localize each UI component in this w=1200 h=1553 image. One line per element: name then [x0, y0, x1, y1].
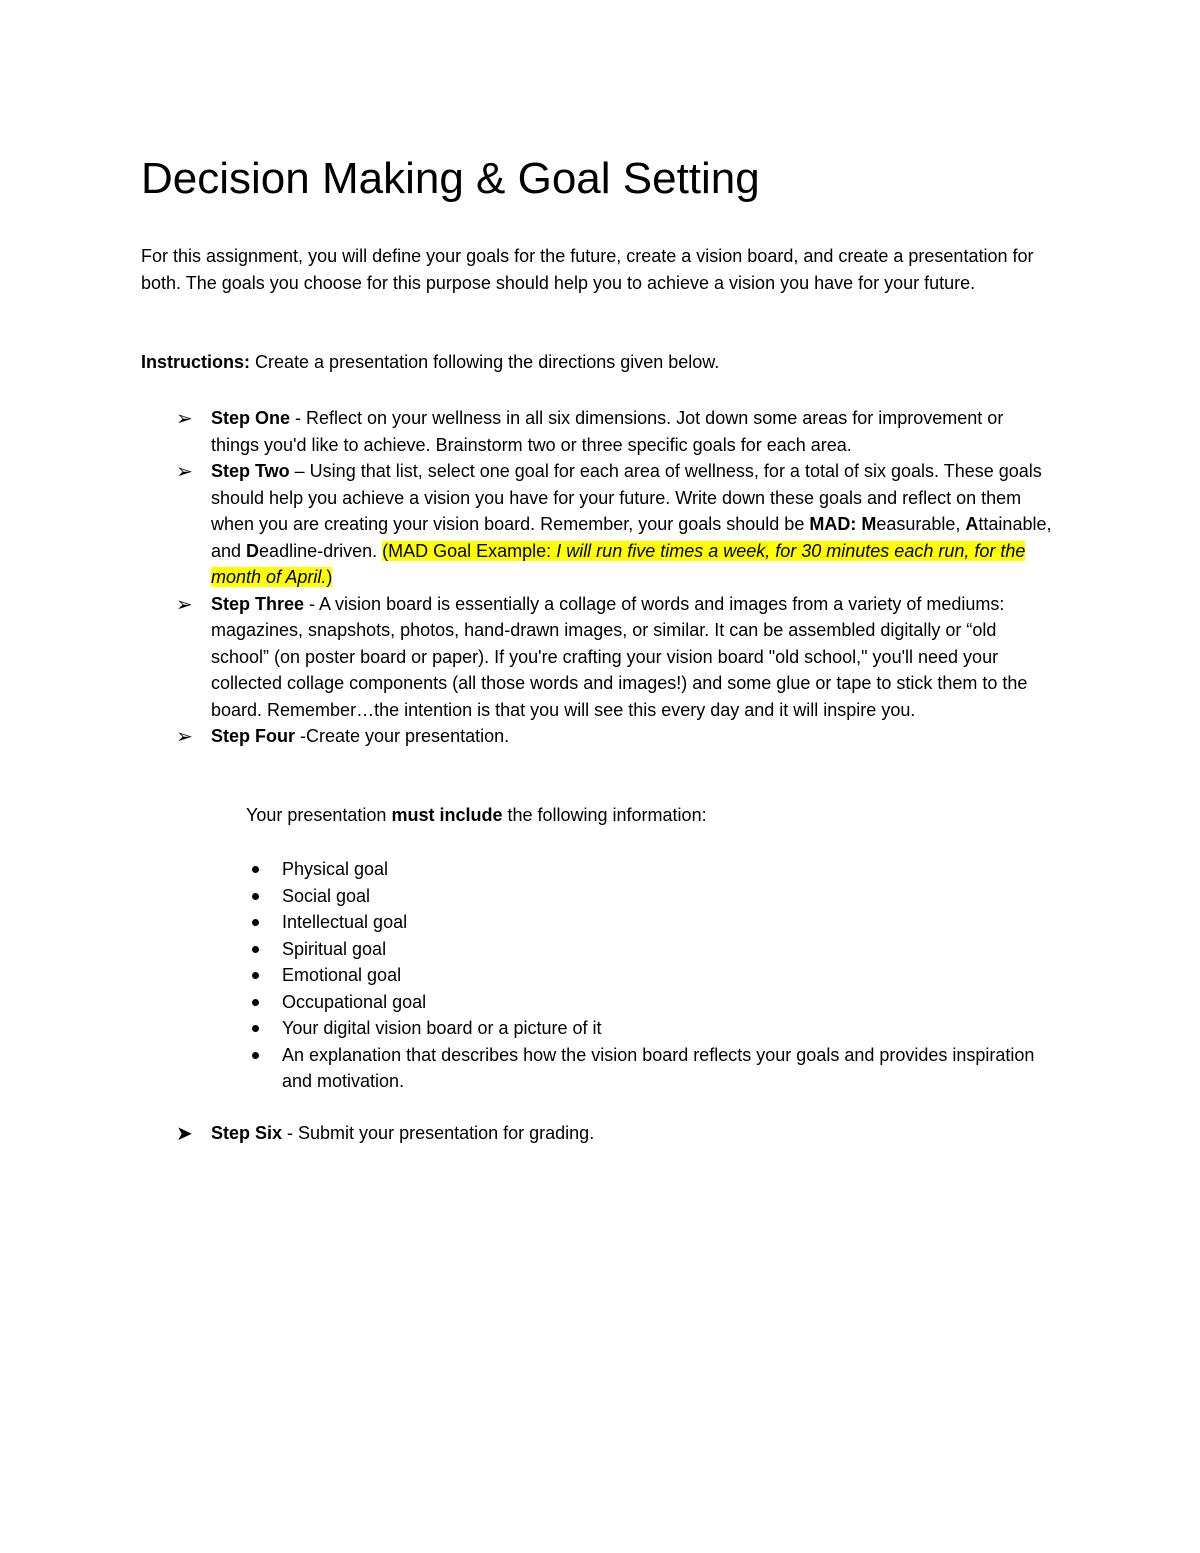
- goal-text: Spiritual goal: [282, 938, 387, 959]
- step-three-text: - A vision board is essentially a collage of words and images from a variety of mediums: magazines, snapshots, photos, hand-drawn images, or similar. It can be assembled digitally or “old school” (on poster board or paper). If you're crafting your vision board "old school," you'll need your collected collage components (all those words and images!) and some glue or tape to stick them to the board. Remember…the intention is that you will see this every day and it will inspire you.: [211, 593, 1028, 720]
- must-include-before: Your presentation: [246, 805, 392, 825]
- goals-list: [282, 856, 1042, 1095]
- bullet-dot-icon: [252, 893, 259, 900]
- mad-a: A: [965, 514, 979, 534]
- step-two-label: Step Two: [211, 461, 290, 481]
- goal-text: Your digital vision board or a picture of it: [282, 1018, 602, 1038]
- mad-example-close: ): [326, 567, 333, 587]
- goal-text: Occupational goal: [282, 991, 427, 1012]
- mad-example-text: I will run five times a week, for 30 minutes each run, for the month of April.: [211, 540, 1026, 587]
- instructions-label: Instructions:: [141, 352, 251, 372]
- bullet-dot-icon: [252, 972, 259, 979]
- list-item: [282, 856, 1042, 883]
- intro-paragraph: For this assignment, you will define your goals for the future, create a vision board, and create a presentation for both. The goals you choose for this purpose should help you to achieve a vision you have for your future.: [141, 246, 1034, 293]
- list-item: [282, 1042, 1042, 1095]
- mad-m: M: [861, 514, 877, 534]
- goal-text: Social goal: [282, 885, 371, 906]
- step-four-label: Step Four: [211, 726, 295, 746]
- arrow-bullet-icon: ➤: [176, 1121, 193, 1145]
- bullet-dot-icon: [252, 1052, 259, 1059]
- goal-text: Intellectual goal: [282, 912, 408, 932]
- arrow-bullet-icon: ➢: [176, 459, 193, 483]
- step-one-text: - Reflect on your wellness in all six dimensions. Jot down some areas for improvement or things you'd like to achieve. Brainstorm two or three specific goals for each area.: [211, 408, 1004, 455]
- must-include-bold: must include: [391, 805, 503, 825]
- step-three: [176, 591, 1056, 724]
- list-item: [282, 962, 1042, 989]
- bullet-dot-icon: [252, 866, 259, 873]
- list-item: [282, 1015, 1042, 1042]
- step-one-label: Step One: [211, 408, 291, 428]
- mad-a-rest: ttainable, and: [211, 514, 1052, 561]
- arrow-bullet-icon: ➢: [176, 591, 193, 616]
- must-include-paragraph: [246, 802, 1046, 829]
- arrow-bullet-icon: ➢: [176, 406, 193, 430]
- instructions-text: Create a presentation following the directions given below.: [250, 352, 720, 372]
- bullet-dot-icon: [252, 946, 259, 953]
- step-two: [176, 458, 1056, 591]
- must-include-after: the following information:: [502, 805, 707, 825]
- mad-acronym: MAD:: [809, 514, 857, 534]
- list-item: [282, 909, 1042, 936]
- list-item: [282, 883, 1042, 910]
- mad-d: D: [246, 540, 260, 561]
- bullet-dot-icon: [252, 1025, 259, 1032]
- arrow-bullet-icon: ➢: [176, 724, 193, 748]
- mad-m-rest: easurable,: [876, 514, 966, 534]
- step-six-label: Step Six: [211, 1123, 283, 1143]
- instructions-paragraph: [141, 349, 1051, 376]
- steps-list: [176, 405, 1056, 750]
- step-one: [176, 405, 1056, 458]
- goal-text: Physical goal: [282, 859, 389, 879]
- list-item: [282, 936, 1042, 963]
- step-three-label: Step Three: [211, 593, 305, 614]
- step-six: [176, 1120, 1056, 1147]
- step-two-text: – Using that list, select one goal for each area of wellness, for a total of six goals. These goals should help you achieve a vision you have for your future. Write down these goals and reflect on them when you are creating your vision board. Remember, your goals should be: [211, 461, 1042, 534]
- step-six-text: - Submit your presentation for grading.: [282, 1123, 595, 1143]
- page-title: Decision Making & Goal Setting: [141, 154, 760, 203]
- list-item: [282, 989, 1042, 1016]
- step-four: [176, 723, 1056, 750]
- mad-example-open: (MAD Goal Example:: [382, 540, 557, 561]
- bullet-dot-icon: [252, 999, 259, 1006]
- step-four-text: -Create your presentation.: [295, 726, 510, 746]
- bullet-dot-icon: [252, 919, 259, 926]
- goal-text: An explanation that describes how the vision board reflects your goals and provides inspiration and motivation.: [282, 1044, 1035, 1091]
- mad-d-rest: eadline-driven.: [259, 540, 383, 561]
- goal-text: Emotional goal: [282, 965, 402, 985]
